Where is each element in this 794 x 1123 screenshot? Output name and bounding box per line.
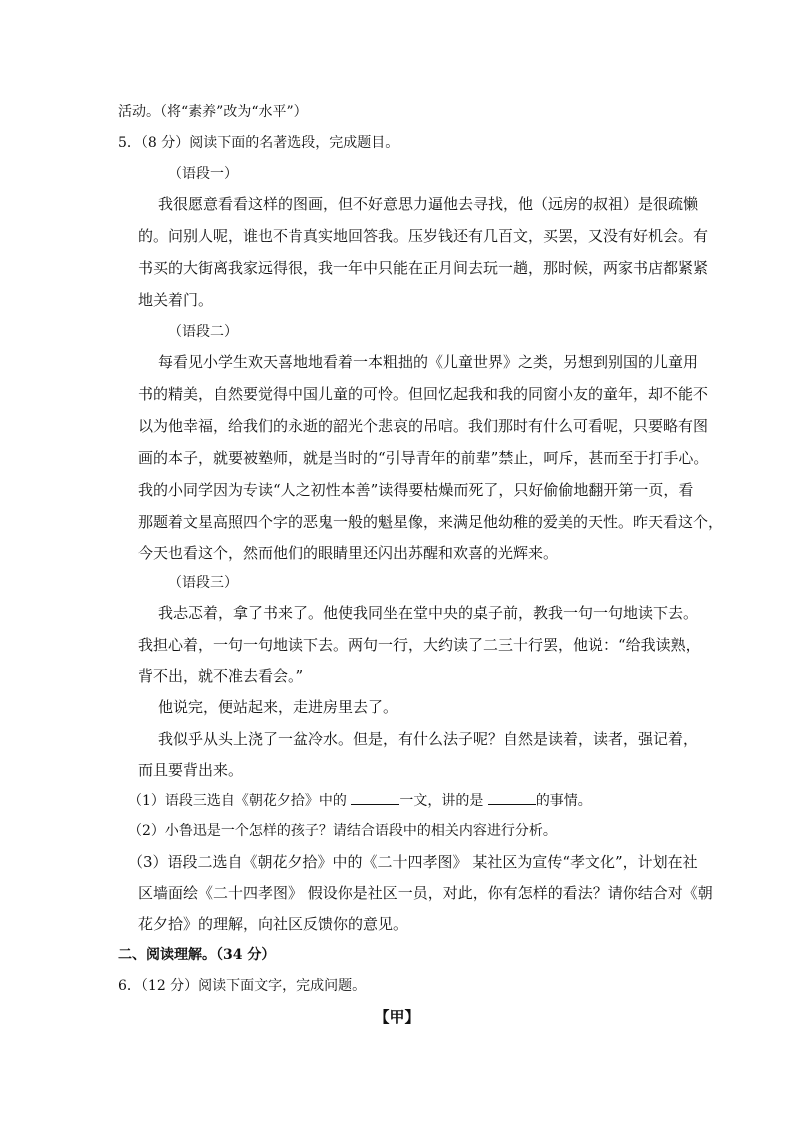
passage-3-line: 背不出，就不准去看会。” (138, 667, 304, 685)
question-5-heading: 5．（8 分）阅读下面的名著选段，完成题目。 (118, 135, 400, 151)
sub-question-1-suffix: 的事情。 (535, 793, 592, 809)
question-6-heading: 6．（12 分）阅读下面文字，完成问题。 (118, 978, 367, 994)
passage-1-line: 的。问别人呢，谁也不肯真实地回答我。压岁钱还有几百文，买罢，又没有好机会。有 (138, 227, 709, 245)
passage-2-line: 以为他幸福，给我们的永逝的韶光个悲哀的吊唁。我们那时有什么可看呢，只要略有图 (138, 417, 709, 435)
sub-question-3-line: 花夕拾》的理解，向社区反馈你的意见。 (138, 915, 409, 933)
passage-2-line: 今天也看这个，然而他们的眼睛里还闪出苏醒和欢喜的光辉来。 (138, 544, 559, 562)
passage-3-line: 我似乎从头上浇了一盆冷水。但是，有什么法子呢？自然是读着，读者，强记着， (158, 730, 699, 748)
sub-question-3-line: （3）语段二选自《朝花夕拾》中的《二十四孝图》 某社区为宣传“孝文化”，计划在社 (128, 853, 698, 871)
passage-3-line: 我忐忑着，拿了书来了。他使我同坐在堂中央的桌子前，教我一句一句地读下去。 (158, 604, 699, 622)
sub-question-1-prefix: （1）语段三选自《朝花夕拾》中的 (128, 793, 352, 809)
answer-blank[interactable] (488, 790, 536, 805)
sub-question-1-middle: 一文，讲的是 (399, 793, 488, 809)
passage-3-line: 而且要背出来。 (138, 761, 244, 779)
section-2-heading: 二、阅读理解。（34 分） (118, 947, 276, 963)
passage-2-line: 书的精美，自然要觉得中国儿童的可怜。但回忆起我和我的同窗小友的童年，却不能不 (138, 385, 709, 403)
passage-3-line: 我担心着，一句一句地读下去。两句一行，大约读了二三十行罢，他说：“给我读熟， (138, 636, 701, 654)
passage-2-line: 画的本子，就要被塾师，就是当时的“引导青年的前辈”禁止，呵斥，甚而至于打手心。 (138, 449, 709, 467)
passage-1-line: 地关着门。 (138, 291, 214, 309)
passage-1-line: 我很愿意看看这样的图画，但不好意思力逼他去寻找，他（远房的叔祖）是很疏懒 (158, 195, 699, 213)
passage-2-line: 我的小同学因为专读“人之初性本善”读得要枯燥而死了，只好偷偷地翻开第一页，看 (138, 481, 694, 499)
passage-2-title: （语段二） (168, 324, 238, 340)
passage-3-title: （语段三） (168, 575, 238, 591)
passage-2-line: 每看见小学生欢天喜地地看着一本粗拙的《儿童世界》之类，另想到别国的儿童用 (158, 353, 699, 371)
sub-question-1 (128, 790, 592, 811)
text-line: 活动。（将“素养”改为“水平”） (118, 104, 308, 120)
passage-1-title: （语段一） (168, 166, 238, 182)
sub-question-3-line: 区墙面绘《二十四孝图》 假设你是社区一员，对此，你有怎样的看法？请你结合对《朝 (138, 884, 713, 902)
passage-3-line: 他说完，便站起来，走进房里去了。 (158, 698, 399, 716)
passage-1-line: 书买的大街离我家远得很，我一年中只能在正月间去玩一趟，那时候，两家书店都紧紧 (138, 259, 709, 277)
answer-blank[interactable] (351, 790, 399, 805)
passage-2-line: 那题着文星高照四个字的恶鬼一般的魁星像，来满足他幼稚的爱美的天性。昨天看这个， (138, 513, 724, 531)
passage-label-jia: 【甲】 (374, 1008, 420, 1026)
sub-question-2: （2）小鲁迅是一个怎样的孩子？请结合语段中的相关内容进行分析。 (128, 823, 557, 839)
